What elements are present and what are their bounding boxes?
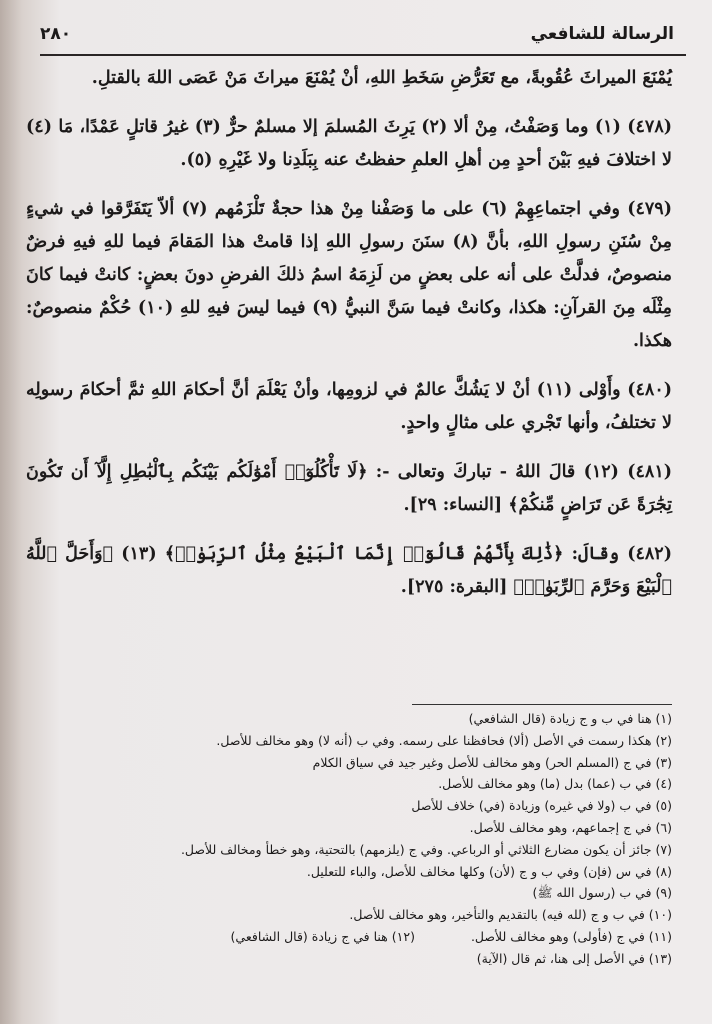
footnote: (٦) في ج إجماعهم، وهو مخالف للأصل. [469, 819, 672, 835]
paragraph-480: (٤٨٠) وأَوْلى (١١) أنْ لا يَشُكَّ عالمٌ في لزومِها، وأنْ يَعْلَمَ أنَّ أحكامَ اللهِ ثمَّ أحكامَ رسولِه لا تختلفُ، وأنها تَجْري على مثالٍ واحدٍ. [26, 380, 672, 433]
header-divider [40, 54, 686, 56]
footnote: (١٠) في ب و ج (لله فيه) بالتقديم والتأخير، وهو مخالف للأصل. [349, 907, 672, 923]
footnote: (٥) في ب (ولا في غيره) وزيادة (في) خلاف للأصل [411, 798, 672, 814]
page-header [40, 24, 674, 44]
footnote: (٧) جائز أن يكون مضارع الثلاثي أو الرباعي. وفي ج (يلزمهم) بالتحتية، وهو خطأ ومخالف للأصل. [180, 841, 672, 857]
footnote-divider [412, 704, 672, 705]
footnote: (١٢) هنا في ج زيادة (قال الشافعي) [230, 928, 415, 944]
paragraph-479: (٤٧٩) وفي اجتماعِهِمْ (٦) على ما وَصَفْنا مِنْ هذا حجةٌ تَلْزَمُهم (٧) ألاّ يَتَفَرَّقوا في شيءٍ مِنْ سُنَنِ رسولِ اللهِ، بأنَّ (٨) سنَنَ رسولِ اللهِ إذا قامتْ هذا المَقامَ فيما للهِ فيهِ فرضٌ منصوصٌ، فدلَّتْ على أنه على بعضٍ من لَزِمَهُ اسمُ ذلكَ الفرضِ دونَ بعضٍ: كانتْ فيما كانَ مِثْلَه مِنَ القرآنِ: هكذا، وكانتْ فيما سَنَّ النبيُّ (٩) فيما ليسَ فيهِ للهِ (١٠) حُكْمٌ منصوصٌ: هكذا. [26, 199, 672, 351]
footnote: (٤) في ب (عما) بدل (ما) وهو مخالف للأصل. [438, 776, 672, 792]
footnote: (١) هنا في ب و ج زيادة (قال الشافعي) [468, 711, 672, 726]
footnote: (١١) في ج (فأولى) وهو مخالف للأصل. [470, 928, 672, 944]
paragraph-478: (٤٧٨) (١) وما وَصَفْتُ، مِنْ ألا (٢) يَرِثَ المُسلمَ إلا مسلمٌ حرٌّ (٣) غيرُ قاتلٍ عَمْدًا، مَا (٤) لا اختلافَ فيهِ بَيْنَ أحدٍ مِن أهلِ العلمِ حفظتُ عنه بِبَلَدِنا ولا غَيْرِهِ (٥). [26, 117, 672, 170]
paragraph-481: (٤٨١) (١٢) قالَ اللهُ - تباركَ وتعالى -: ﴿لَا تَأْكُلُوٓا۟ أَمْوَٰلَكُم بَيْنَكُم بِٱلْبَٰطِلِ إِلَّآ أَن تَكُونَ تِجَٰرَةً عَن تَرَاضٍ مِّنكُمْ﴾ [النساء: ٢٩]. [26, 462, 672, 515]
footnote: (٩) في ب (رسول الله ﷺ) [532, 885, 672, 901]
footnote-pair [120, 926, 672, 948]
footnote: (٨) في س (فإن) وفي ب و ج (لأن) وكلها مخالف للأصل، والباء للتعليل. [306, 863, 672, 879]
page-number: ٢٨٠ [40, 24, 72, 44]
footnote: (٢) هكذا رسمت في الأصل (ألا) فحافظنا على رسمه. وفي ب (أنه لا) وهو مخالف للأصل. [216, 732, 672, 748]
footnotes [120, 708, 672, 970]
footnote: (١٣) في الأصل إلى هنا، ثم قال (الآية) [476, 950, 672, 966]
paragraph-482: (٤٨٢) وقالَ: ﴿ذَٰلِكَ بِأَنَّهُمْ قَالُوٓا۟ إِنَّمَا ٱلْبَيْعُ مِثْلُ ٱلرِّبَوٰا۟﴾ (١٣) ﴿وَأَحَلَّ ٱللَّهُ ٱلْبَيْعَ وَحَرَّمَ ٱلرِّبَوٰا۟﴾ [البقرة: ٢٧٥]. [26, 544, 672, 597]
book-title: الرسالة للشافعي [530, 24, 674, 44]
paragraph-continuation: يُمْنَعَ الميراثَ عُقُوبةً، مع تَعَرُّضِ سَخَطِ اللهِ، أنْ يُمْنَعَ ميراثَ مَنْ عَصَى اللهَ بالقتلِ. [91, 68, 672, 88]
main-text [26, 62, 672, 620]
footnote: (٣) في ج (المسلم الحر) وهو مخالف للأصل وغير جيد في سياق الكلام [312, 754, 672, 770]
